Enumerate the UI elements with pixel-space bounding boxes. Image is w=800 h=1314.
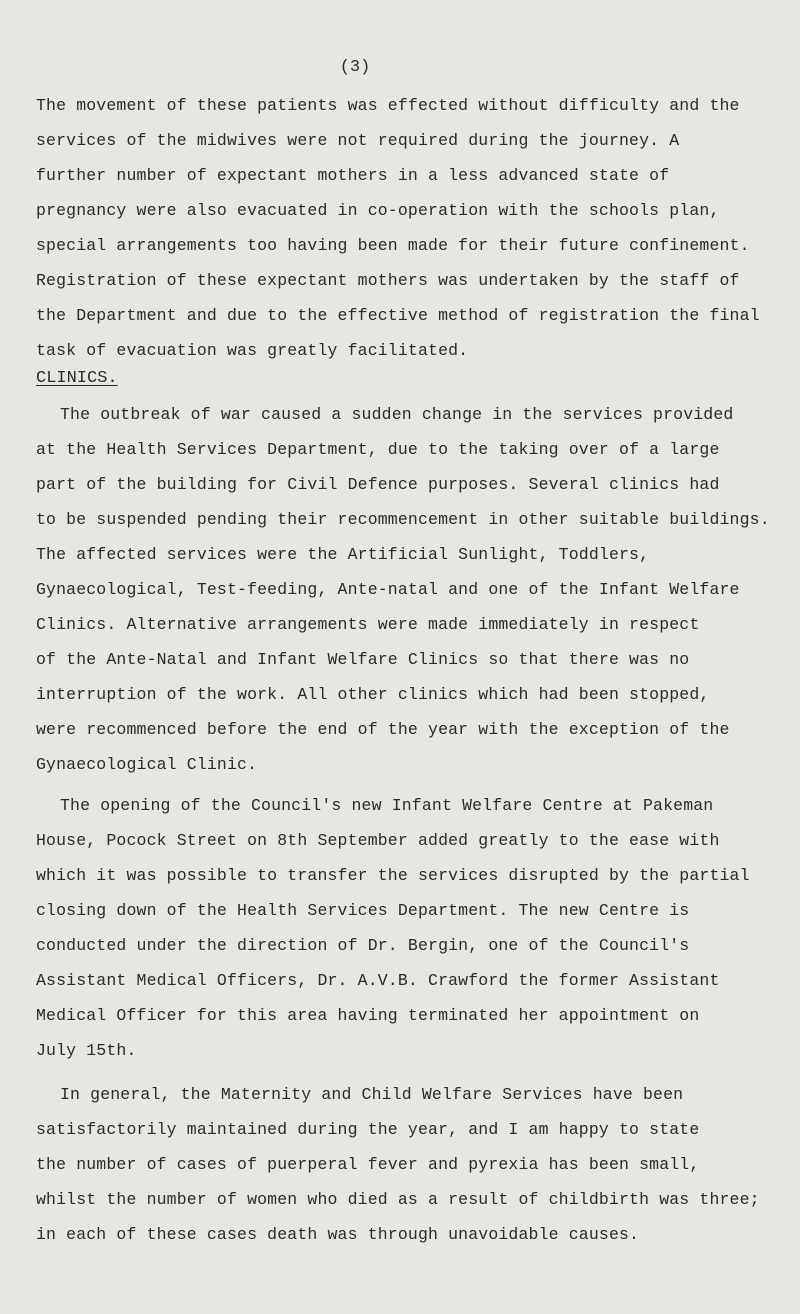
paragraph-evacuation-continued	[36, 88, 776, 368]
text-line: the number of cases of puerperal fever and pyrexia has been small,	[36, 1155, 700, 1174]
text-line: further number of expectant mothers in a less advanced state of	[36, 166, 670, 185]
text-line: at the Health Services Department, due to the taking over of a large	[36, 440, 720, 459]
text-line: Clinics. Alternative arrangements were made immediately in respect	[36, 615, 700, 634]
text-line: The opening of the Council's new Infant Welfare Centre at Pakeman	[60, 796, 714, 815]
text-line: part of the building for Civil Defence purposes. Several clinics had	[36, 475, 720, 494]
text-line: to be suspended pending their recommencement in other suitable buildings.	[36, 510, 770, 529]
text-line: conducted under the direction of Dr. Bergin, one of the Council's	[36, 936, 690, 955]
text-line: satisfactorily maintained during the year, and I am happy to state	[36, 1120, 700, 1139]
text-line: special arrangements too having been made for their future confinement.	[36, 236, 750, 255]
text-line: task of evacuation was greatly facilitated.	[36, 341, 469, 360]
text-line: services of the midwives were not required during the journey. A	[36, 131, 680, 150]
paragraph-clinics-outbreak	[36, 397, 776, 782]
text-line: In general, the Maternity and Child Welfare Services have been	[60, 1085, 684, 1104]
text-line: Medical Officer for this area having terminated her appointment on	[36, 1006, 700, 1025]
text-line: closing down of the Health Services Department. The new Centre is	[36, 901, 690, 920]
text-line: the Department and due to the effective method of registration the final	[36, 306, 760, 325]
text-line: The affected services were the Artificial Sunlight, Toddlers,	[36, 545, 650, 564]
text-line: interruption of the work. All other clinics which had been stopped,	[36, 685, 710, 704]
text-line: of the Ante-Natal and Infant Welfare Clinics so that there was no	[36, 650, 690, 669]
text-line: The outbreak of war caused a sudden change in the services provided	[60, 405, 734, 424]
text-line: pregnancy were also evacuated in co-operation with the schools plan,	[36, 201, 720, 220]
page-number: (3)	[339, 58, 371, 77]
text-line: whilst the number of women who died as a result of childbirth was three;	[36, 1190, 760, 1209]
text-line: House, Pocock Street on 8th September added greatly to the ease with	[36, 831, 720, 850]
text-line: July 15th.	[36, 1041, 137, 1060]
text-line: in each of these cases death was through unavoidable causes.	[36, 1225, 640, 1244]
text-line: Gynaecological Clinic.	[36, 755, 258, 774]
text-line: were recommenced before the end of the year with the exception of the	[36, 720, 730, 739]
text-line: Assistant Medical Officers, Dr. A.V.B. Crawford the former Assistant	[36, 971, 720, 990]
text-line: which it was possible to transfer the services disrupted by the partial	[36, 866, 750, 885]
section-heading-clinics: CLINICS.	[36, 369, 118, 388]
paragraph-welfare-centre	[36, 788, 776, 1068]
paragraph-general-summary	[36, 1077, 776, 1252]
text-line: Gynaecological, Test-feeding, Ante-natal and one of the Infant Welfare	[36, 580, 740, 599]
text-line: The movement of these patients was effected without difficulty and the	[36, 96, 740, 115]
text-line: Registration of these expectant mothers was undertaken by the staff of	[36, 271, 740, 290]
